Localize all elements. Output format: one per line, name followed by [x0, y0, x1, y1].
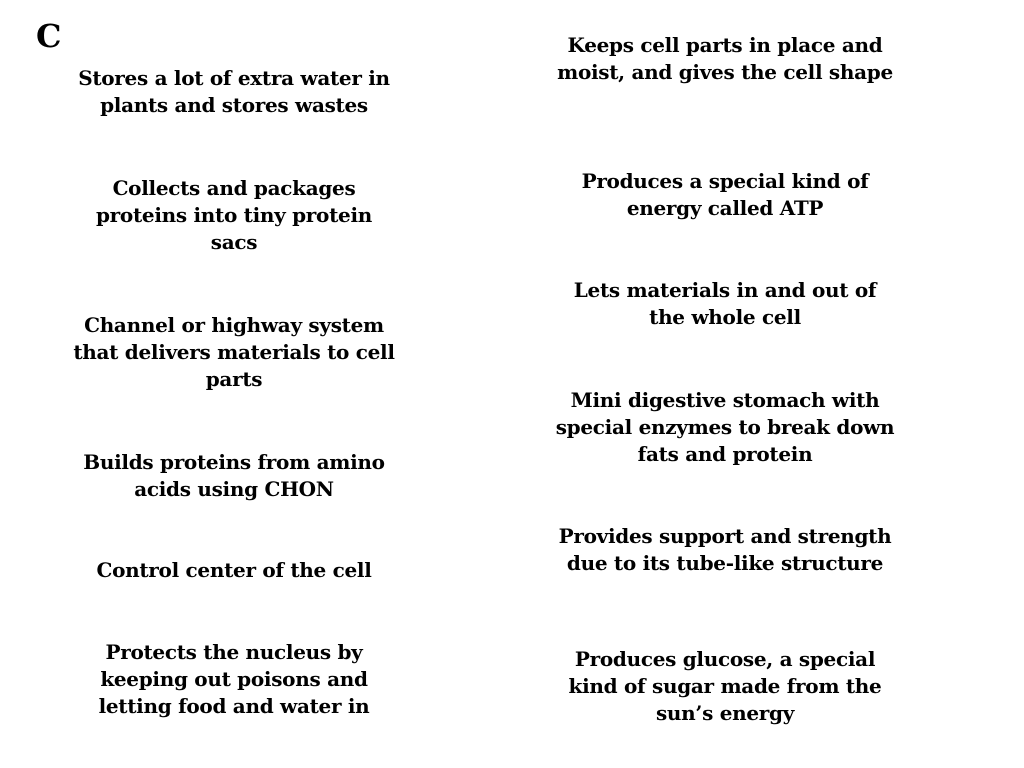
function-card-left-3: Channel or highway system that delivers materials to cell parts — [73, 313, 395, 391]
function-card-left-6: Protects the nucleus by keeping out poisons and letting food and water in — [98, 640, 370, 718]
function-card-right-1: Keeps cell parts in place and moist, and gives the cell shape — [557, 33, 893, 84]
function-card-right-3: Lets materials in and out of the whole cell — [573, 278, 877, 329]
function-card-right-6: Produces glucose, a special kind of sugar made from the sun’s energy — [568, 647, 882, 725]
slide-letter: C — [36, 17, 62, 55]
function-card-left-1: Stores a lot of extra water in plants and stores wastes — [78, 66, 390, 117]
function-card-right-4: Mini digestive stomach with special enzymes to break down fats and protein — [555, 388, 895, 466]
function-card-right-2: Produces a special kind of energy called ATP — [581, 169, 869, 220]
function-card-left-2: Collects and packages proteins into tiny protein sacs — [96, 176, 372, 254]
function-card-left-5: Control center of the cell — [96, 558, 372, 582]
function-card-right-5: Provides support and strength due to its tube-like structure — [558, 524, 892, 575]
function-card-left-4: Builds proteins from amino acids using CHON — [83, 450, 385, 501]
